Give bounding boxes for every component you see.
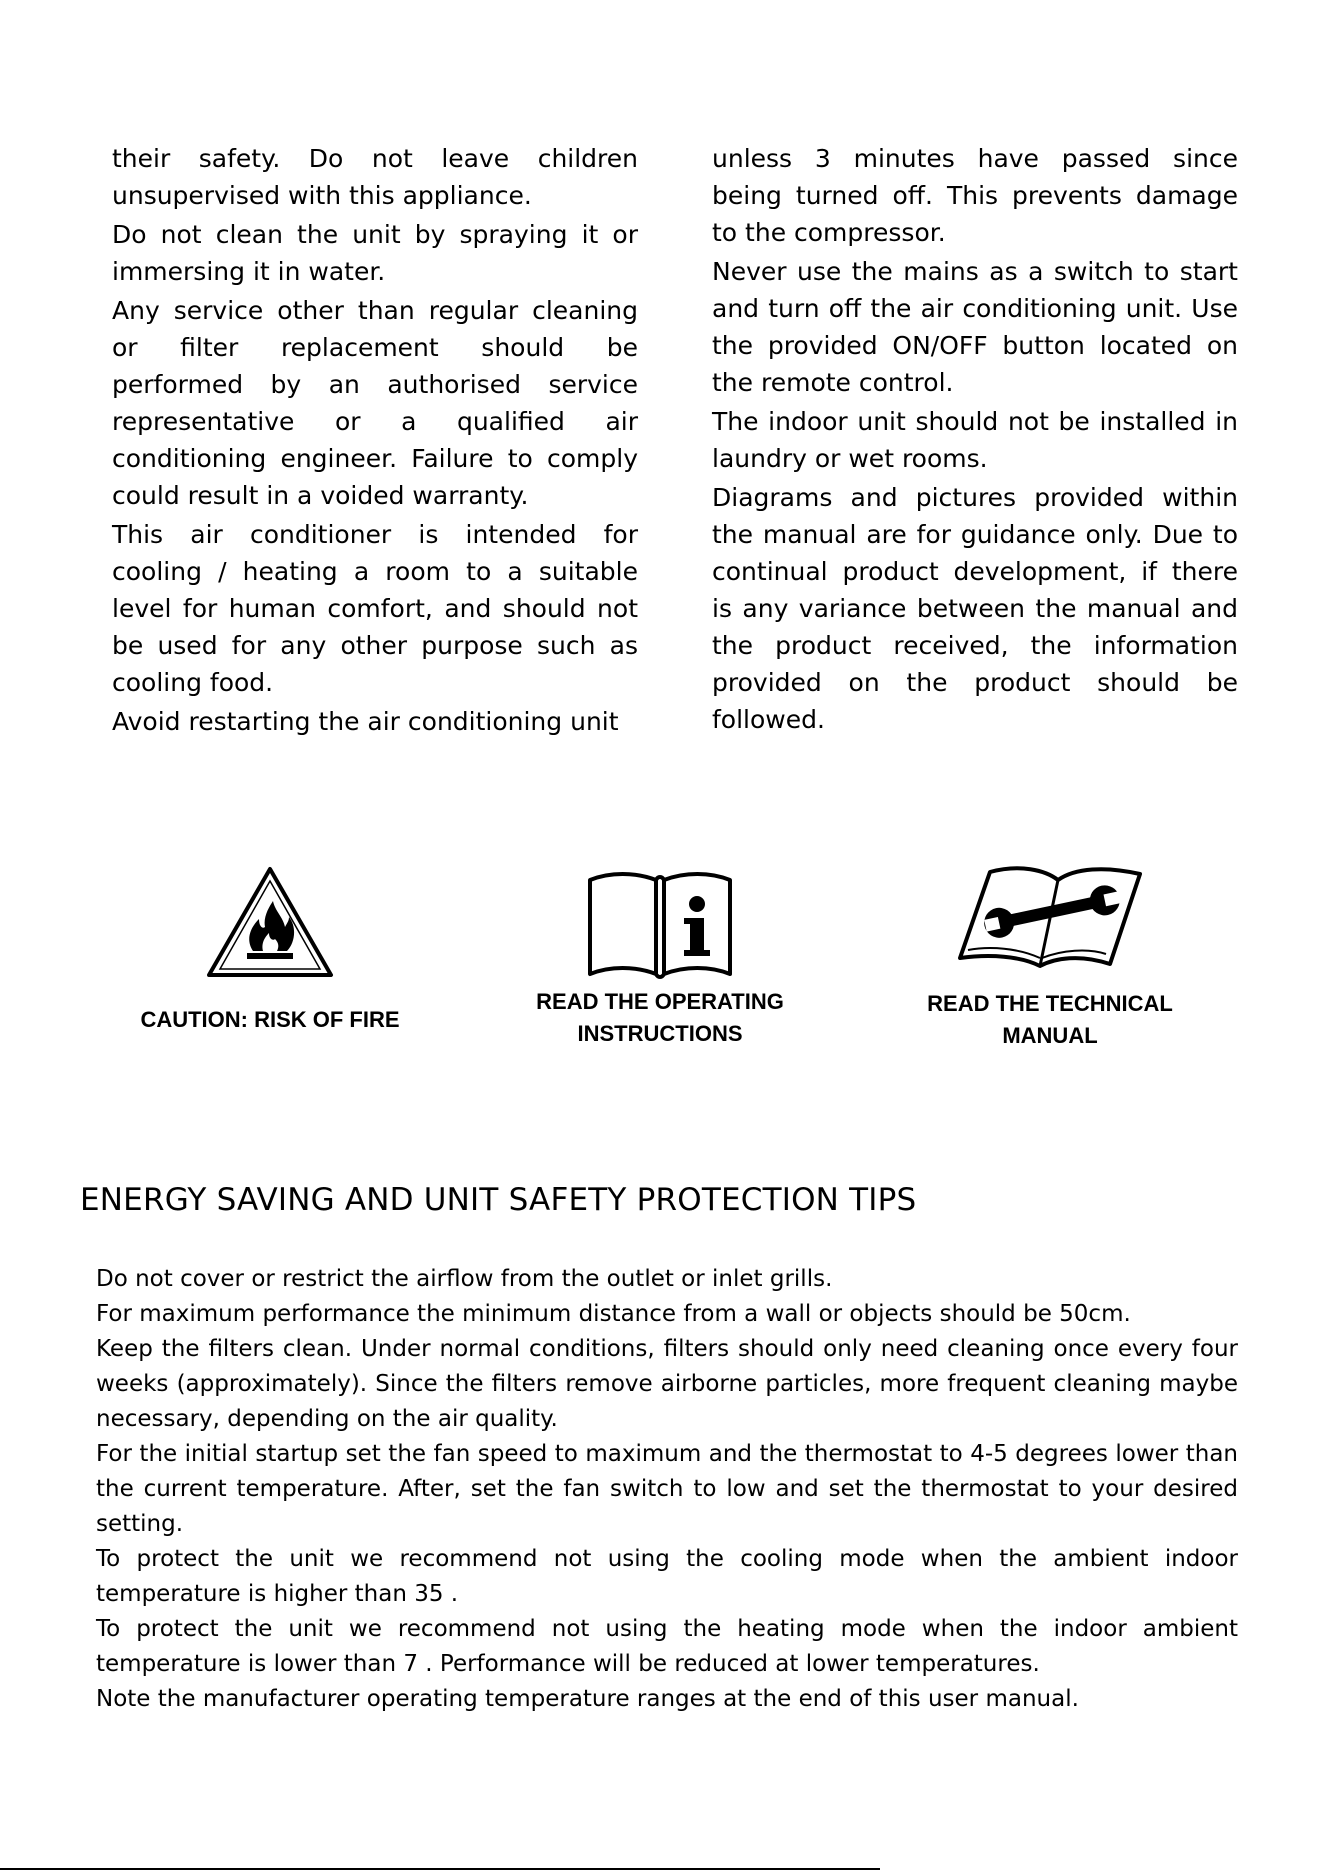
paragraph: Diagrams and pictures provided within the manual are for guidance only. Due to continual product development, if there is any variance between the manual and the product received, the information provided on the product should be followed.: [712, 483, 1238, 734]
footer-divider: [0, 1868, 880, 1870]
paragraph: Avoid restarting the air conditioning unit: [112, 707, 619, 736]
operating-manual-icon: [580, 862, 740, 982]
operating-caption: READ THE OPERATING INSTRUCTIONS: [536, 989, 784, 1046]
section-title: ENERGY SAVING AND UNIT SAFETY PROTECTION TIPS: [80, 1182, 917, 1218]
left-text-column: [112, 140, 638, 742]
tip-item: Keep the filters clean. Under normal conditions, filters should only need cleaning once every four weeks (approximately). Since the filters remove airborne particles, more frequent cleaning maybe necessary, depending on the air quality.: [96, 1336, 1238, 1432]
tip-item: Do not cover or restrict the airflow from the outlet or inlet grills.: [96, 1266, 833, 1292]
paragraph: Never use the mains as a switch to start and turn off the air conditioning unit. Use the provided ON/OFF button located on the remote control.: [712, 257, 1238, 397]
right-text-column: [712, 140, 1238, 740]
fire-warning-symbol: [100, 865, 440, 1036]
tip-item: To protect the unit we recommend not using the cooling mode when the ambient indoor temperature is higher than 35 .: [96, 1546, 1238, 1607]
tip-item: For maximum performance the minimum distance from a wall or objects should be 50cm.: [96, 1301, 1131, 1327]
tip-item: For the initial startup set the fan speed to maximum and the thermostat to 4-5 degrees lower than the current temperature. After, set the fan switch to low and set the thermostat to your desired setting.: [96, 1441, 1238, 1537]
tips-list: [96, 1262, 1238, 1717]
tip-item: Note the manufacturer operating temperature ranges at the end of this user manual.: [96, 1686, 1079, 1712]
fire-caption: CAUTION: RISK OF FIRE: [140, 1007, 400, 1032]
technical-caption: READ THE TECHNICAL MANUAL: [927, 991, 1173, 1048]
paragraph: unless 3 minutes have passed since being turned off. This prevents damage to the compressor.: [712, 144, 1238, 247]
technical-manual-symbol: [880, 862, 1220, 1052]
paragraph: Do not clean the unit by spraying it or immersing it in water.: [112, 220, 638, 286]
flammable-warning-icon: [205, 865, 335, 980]
paragraph: This air conditioner is intended for cooling / heating a room to a suitable level for human comfort, and should not be used for any other purpose such as cooling food.: [112, 520, 638, 697]
paragraph: The indoor unit should not be installed in laundry or wet rooms.: [712, 407, 1238, 473]
technical-manual-icon: [940, 862, 1160, 972]
paragraph: Any service other than regular cleaning or filter replacement should be performed by an authorised service representative or a qualified air conditioning engineer. Failure to comply could result in a voided warranty.: [112, 296, 638, 510]
operating-instructions-symbol: [480, 862, 840, 1050]
paragraph: their safety. Do not leave children unsupervised with this appliance.: [112, 144, 638, 210]
tip-item: To protect the unit we recommend not using the heating mode when the indoor ambient temperature is lower than 7 . Performance will be reduced at lower temperatures.: [96, 1616, 1238, 1677]
